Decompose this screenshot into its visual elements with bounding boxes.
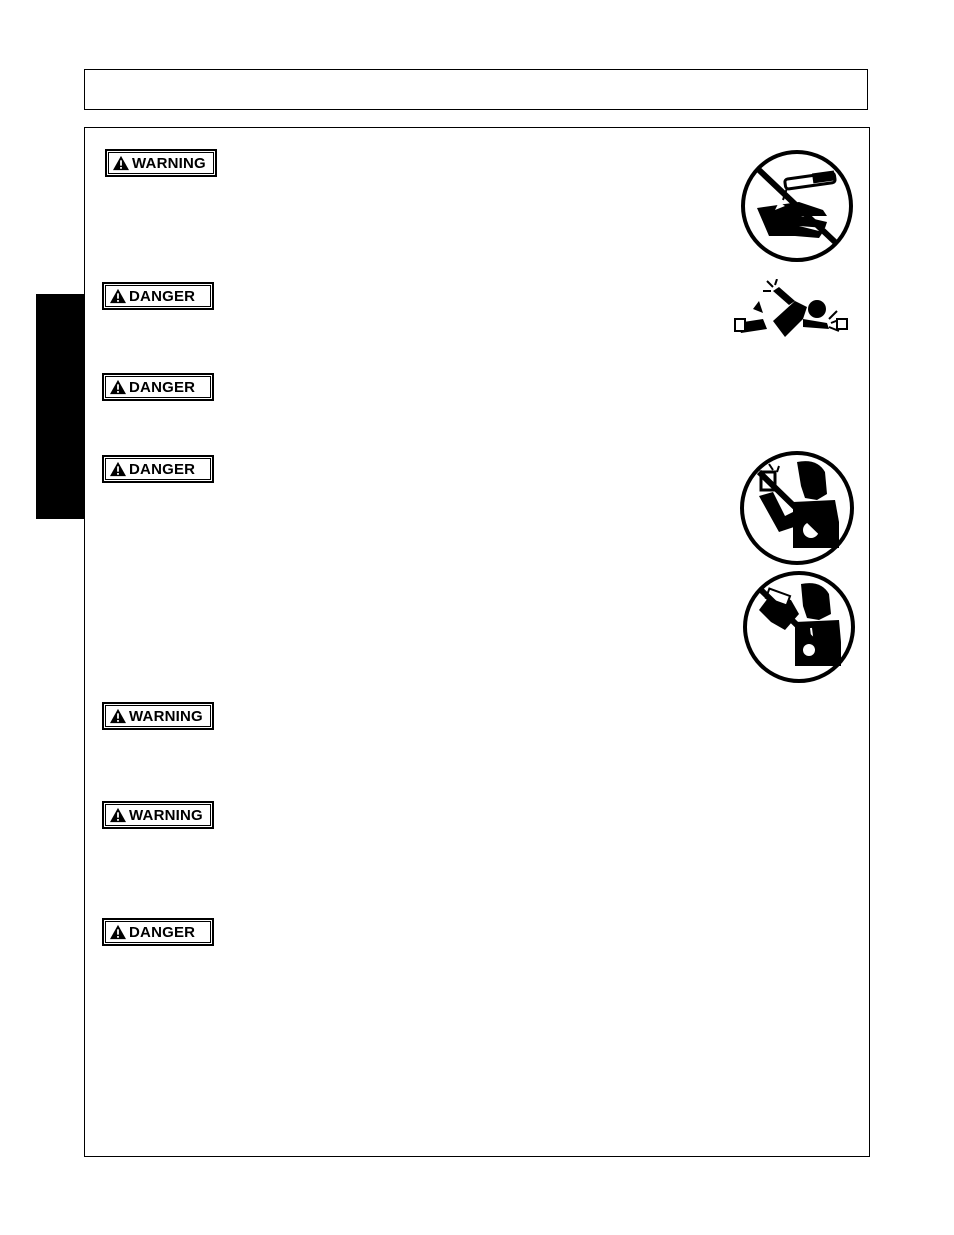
signal-word: WARNING	[129, 707, 203, 725]
alert-triangle-icon	[109, 379, 127, 395]
danger-label	[102, 373, 214, 401]
alert-triangle-icon	[109, 461, 127, 477]
danger-label	[102, 918, 214, 946]
no-drinking-acid-icon	[739, 450, 855, 566]
alert-triangle-icon	[109, 924, 127, 940]
danger-label	[102, 282, 214, 310]
signal-word: DANGER	[129, 923, 196, 941]
warning-label	[102, 801, 214, 829]
signal-word: DANGER	[129, 378, 196, 396]
warning-label	[102, 702, 214, 730]
signal-word: WARNING	[129, 806, 203, 824]
alert-triangle-icon	[109, 288, 127, 304]
signal-word: WARNING	[132, 154, 206, 172]
page-header-box	[84, 69, 868, 110]
no-swallowing-acid-icon	[741, 570, 857, 684]
section-side-tab	[36, 294, 85, 519]
signal-word: DANGER	[129, 287, 196, 305]
alert-triangle-icon	[112, 155, 130, 171]
danger-label	[102, 455, 214, 483]
no-hand-acid-contact-icon	[739, 150, 855, 262]
signal-word: DANGER	[129, 460, 196, 478]
alert-triangle-icon	[109, 708, 127, 724]
warning-label	[105, 149, 217, 177]
explosion-thrown-person-icon	[733, 279, 849, 341]
alert-triangle-icon	[109, 807, 127, 823]
